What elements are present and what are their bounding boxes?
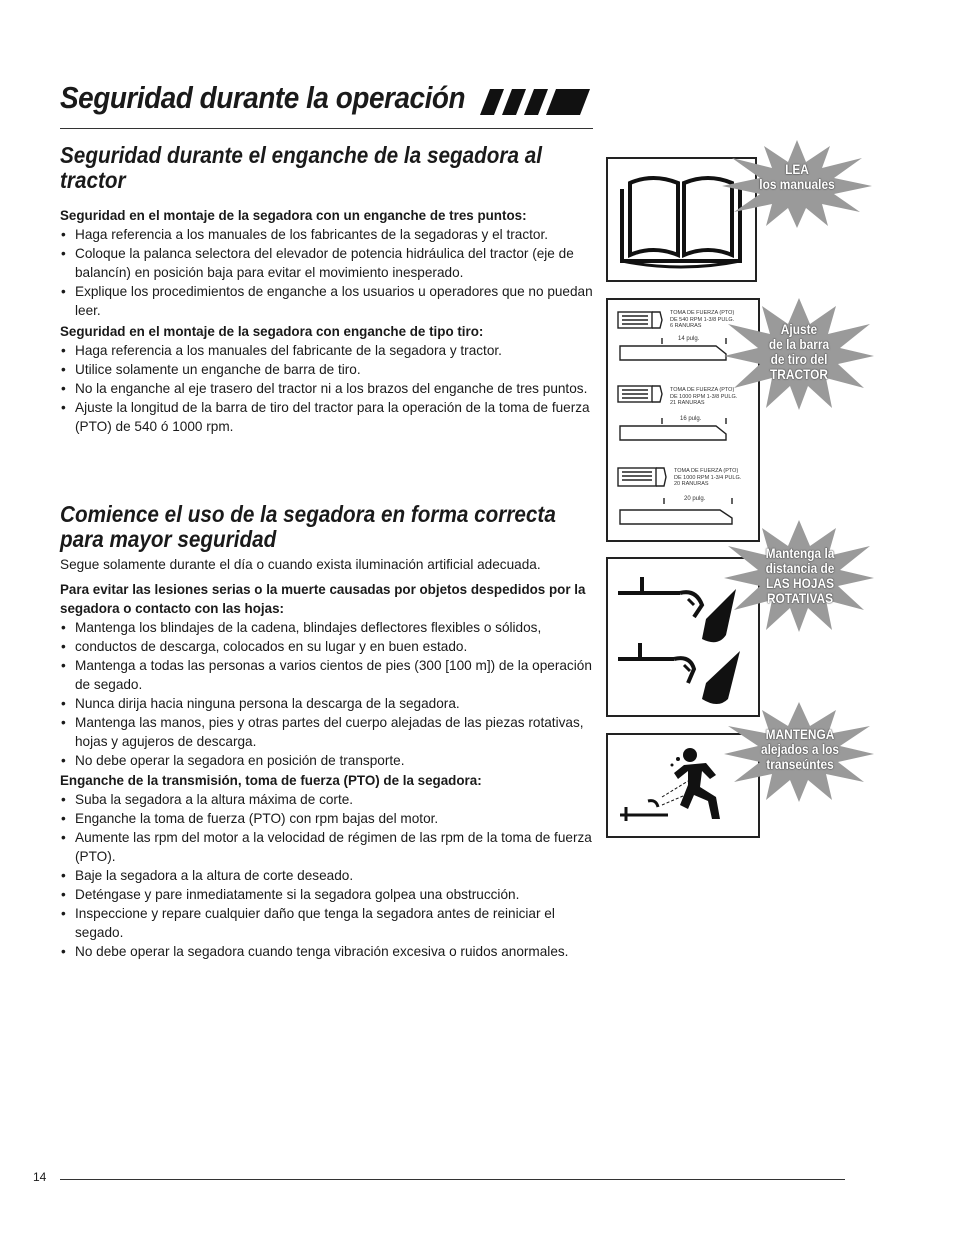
list-item: • Mantenga los blindajes de la cadena, blindajes deflectores flexibles o sólidos, [60,618,595,637]
pto-dim-1000-b: 20 pulg. [684,496,706,502]
list-three-point [60,225,595,320]
list-item: • Haga referencia a los manuales de los fabricantes de la segadoras y el tractor. [60,225,595,244]
section-start-use-body [60,555,595,961]
list-drawbar [60,341,595,436]
list-item: • Nunca dirija hacia ninguna persona la descarga de la segadora. [60,694,595,713]
title-decoration-bars [480,89,592,115]
subheading-drawbar: Seguridad en el montaje de la segadora con enganche de tipo tiro: [60,324,484,339]
list-item: • Mantenga a todas las personas a varios cientos de pies (300 [100 m]) de la operación de segado. [60,656,595,694]
pto-dim-540: 14 pulg. [678,336,700,342]
list-item: • Inspeccione y repare cualquier daño que tenga la segadora antes de reiniciar el segado. [60,904,595,942]
list-item: • Aumente las rpm del motor a la velocidad de régimen de las rpm de la toma de fuerza (PTO). [60,828,595,866]
pto-label-1000-b: TOMA DE FUERZA (PTO) DE 1000 RPM 1-3/4 PULG. 20 RANURAS [674,468,742,487]
list-item: • Deténgase y pare inmediatamente si la segadora golpea una obstrucción. [60,885,595,904]
pto-label-540: TOMA DE FUERZA (PTO) DE 540 RPM 1-3/8 PULG. 6 RANURAS [670,310,735,329]
list-item: • Explique los procedimientos de enganche a los usuarios u operadores que no puedan leer. [60,282,595,320]
list-item: • Baje la segadora a la altura de corte deseado. [60,866,595,885]
list-pto [60,790,595,961]
pto-label-1000-a: TOMA DE FUERZA (PTO) DE 1000 RPM 1-3/8 PULG. 21 RANURAS [670,387,738,406]
burst-label-drawbar: Ajuste de la barra de tiro del TRACTOR [768,321,830,382]
list-item: • No la enganche al eje trasero del tractor ni a los brazos del enganche de tres puntos. [60,379,595,398]
subheading-thrown-objects: Para evitar las lesiones serias o la muerte causadas por objetos despedidos por la segadora o contacto con las hojas: [60,582,586,616]
title-rule [60,128,593,129]
page-number: 14 [33,1170,47,1184]
pto-dim-1000-a: 16 pulg. [680,416,702,422]
list-item: • conductos de descarga, colocados en su lugar y en buen estado. [60,637,595,656]
burst-label-bystanders: MANTENGA alejados a los transeúntes [760,726,840,772]
intro-text: Segue solamente durante el día o cuando exista iluminación artificial adecuada. [60,557,541,572]
page-title: Seguridad durante la operación [60,80,466,115]
list-item: • Suba la segadora a la altura máxima de corte. [60,790,595,809]
list-item: • Utilice solamente un enganche de barra de tiro. [60,360,595,379]
list-item: • Ajuste la longitud de la barra de tiro del tractor para la operación de la toma de fuerza (PTO) de 540 ó 1000 rpm. [60,398,595,436]
footer-rule [60,1179,845,1180]
burst-label-read-manuals: LEA los manuales [759,161,835,192]
section-hitch-body [60,206,595,436]
list-item: • Enganche la toma de fuerza (PTO) con rpm bajas del motor. [60,809,595,828]
section-heading-start-use: Comience el uso de la segadora en forma correcta para mayor seguridad [60,501,556,552]
burst-label-blades: Mantenga la distancia de LAS HOJAS ROTATIVAS [765,545,835,606]
list-item: • Mantenga las manos, pies y otras partes del cuerpo alejadas de las piezas rotativas, hojas y agujeros de descarga. [60,713,595,751]
list-item: • No debe operar la segadora en posición de transporte. [60,751,595,770]
list-item: • Coloque la palanca selectora del elevador de potencia hidráulica del tractor (eje de balancín) en posición baja para evitar el movimiento inesperado. [60,244,595,282]
subheading-pto: Enganche de la transmisión, toma de fuerza (PTO) de la segadora: [60,773,482,788]
section-heading-hitch: Seguridad durante el enganche de la segadora al tractor [60,142,543,193]
list-thrown-objects [60,618,595,770]
subheading-three-point: Seguridad en el montaje de la segadora con un enganche de tres puntos: [60,208,527,223]
list-item: • Haga referencia a los manuales del fabricante de la segadora y tractor. [60,341,595,360]
list-item: • No debe operar la segadora cuando tenga vibración excesiva o ruidos anormales. [60,942,595,961]
